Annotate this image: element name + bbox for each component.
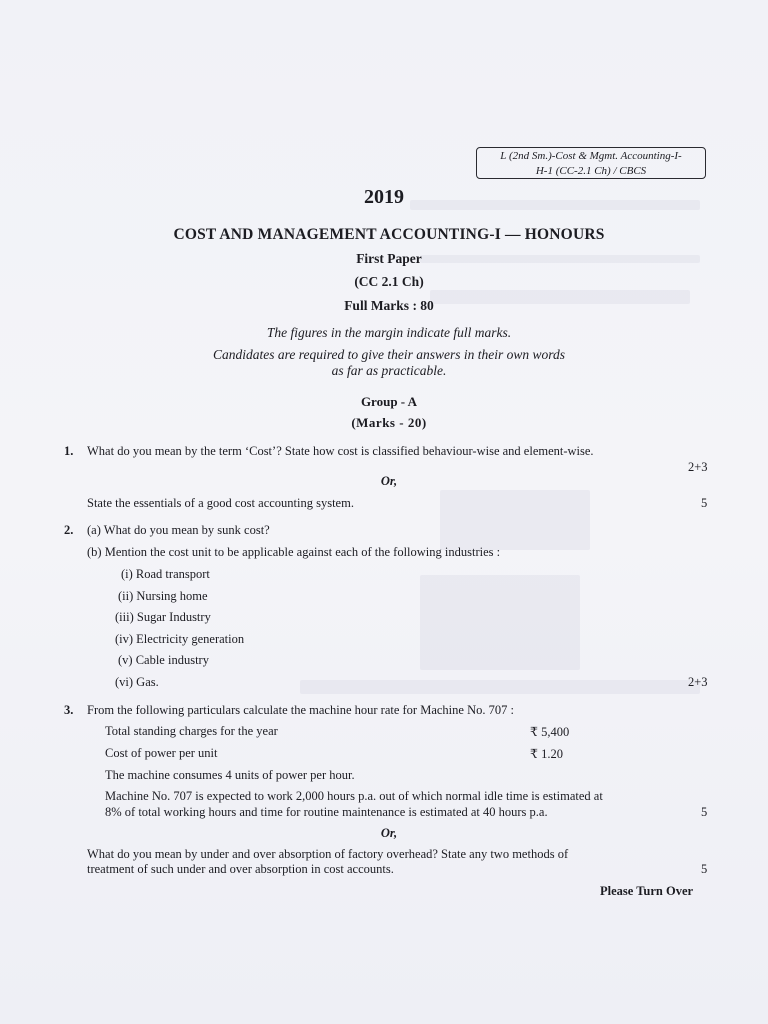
bleed-through [420,575,580,670]
power-cost-value: ₹ 1.20 [530,747,563,761]
paper-code-box [476,147,706,179]
list-item: (iv) Electricity generation [115,632,245,646]
question-3-intro: From the following particulars calculate the machine hour rate for Machine No. 707 : [87,703,514,717]
exam-year: 2019 [364,186,404,208]
course-code: (CC 2.1 Ch) [354,274,424,289]
list-item: (ii) Nursing home [118,589,208,603]
question-2b-text: (b) Mention the cost unit to be applicable against each of the following industries : [87,545,501,559]
paper-name: First Paper [356,251,422,266]
question-3-alt-marks: 5 [701,862,708,876]
list-item: (iii) Sugar Industry [115,610,211,624]
question-number: 1. [64,444,74,458]
or-separator: Or, [380,826,398,840]
please-turn-over: Please Turn Over [600,884,694,898]
question-number: 3. [64,703,74,717]
question-1-marks: 2+3 [688,460,708,474]
question-1-text: What do you mean by the term ‘Cost’? State how cost is classified behaviour-wise and element-wise. [87,444,594,458]
group-marks: (Marks - 20) [351,415,427,430]
question-3-line-5: 8% of total working hours and time for routine maintenance is estimated at 40 hours p.a. [105,805,548,819]
or-separator: Or, [380,474,398,488]
exam-title: COST AND MANAGEMENT ACCOUNTING-I — HONOURS [173,226,605,243]
instruction-line-2: Candidates are required to give their answers in their own words [213,347,565,362]
instruction-line-3: as far as practicable. [331,363,447,378]
list-item: (vi) Gas. [115,675,159,689]
question-3-marks: 5 [701,805,708,819]
question-3-line-4: Machine No. 707 is expected to work 2,000 hours p.a. out of which normal idle time is estimated at [105,789,603,803]
question-3-alt-line-2: treatment of such under and over absorption in cost accounts. [87,862,394,876]
list-item: (v) Cable industry [118,653,209,667]
question-2a-text: (a) What do you mean by sunk cost? [87,523,270,537]
standing-charges-label: Total standing charges for the year [105,724,278,738]
question-2-marks: 2+3 [688,675,708,689]
bleed-through [440,490,590,550]
question-number: 2. [64,523,74,537]
list-item: (i) Road transport [121,567,210,581]
question-3-line-3: The machine consumes 4 units of power per hour. [105,768,355,782]
question-1-alt-marks: 5 [701,496,708,510]
paper-code-line-1: L (2nd Sm.)-Cost & Mgmt. Accounting-I- [500,150,682,162]
question-3-alt-line-1: What do you mean by under and over absorption of factory overhead? State any two methods of [87,847,569,861]
instruction-line-1: The figures in the margin indicate full marks. [266,325,512,340]
question-1-alt-text: State the essentials of a good cost accounting system. [87,496,354,510]
power-cost-label: Cost of power per unit [105,746,218,760]
paper-code-line-2: H-1 (CC-2.1 Ch) / CBCS [535,165,647,177]
group-heading: Group - A [360,394,418,409]
standing-charges-value: ₹ 5,400 [530,725,570,739]
bleed-through [300,680,700,694]
full-marks: Full Marks : 80 [344,298,434,313]
